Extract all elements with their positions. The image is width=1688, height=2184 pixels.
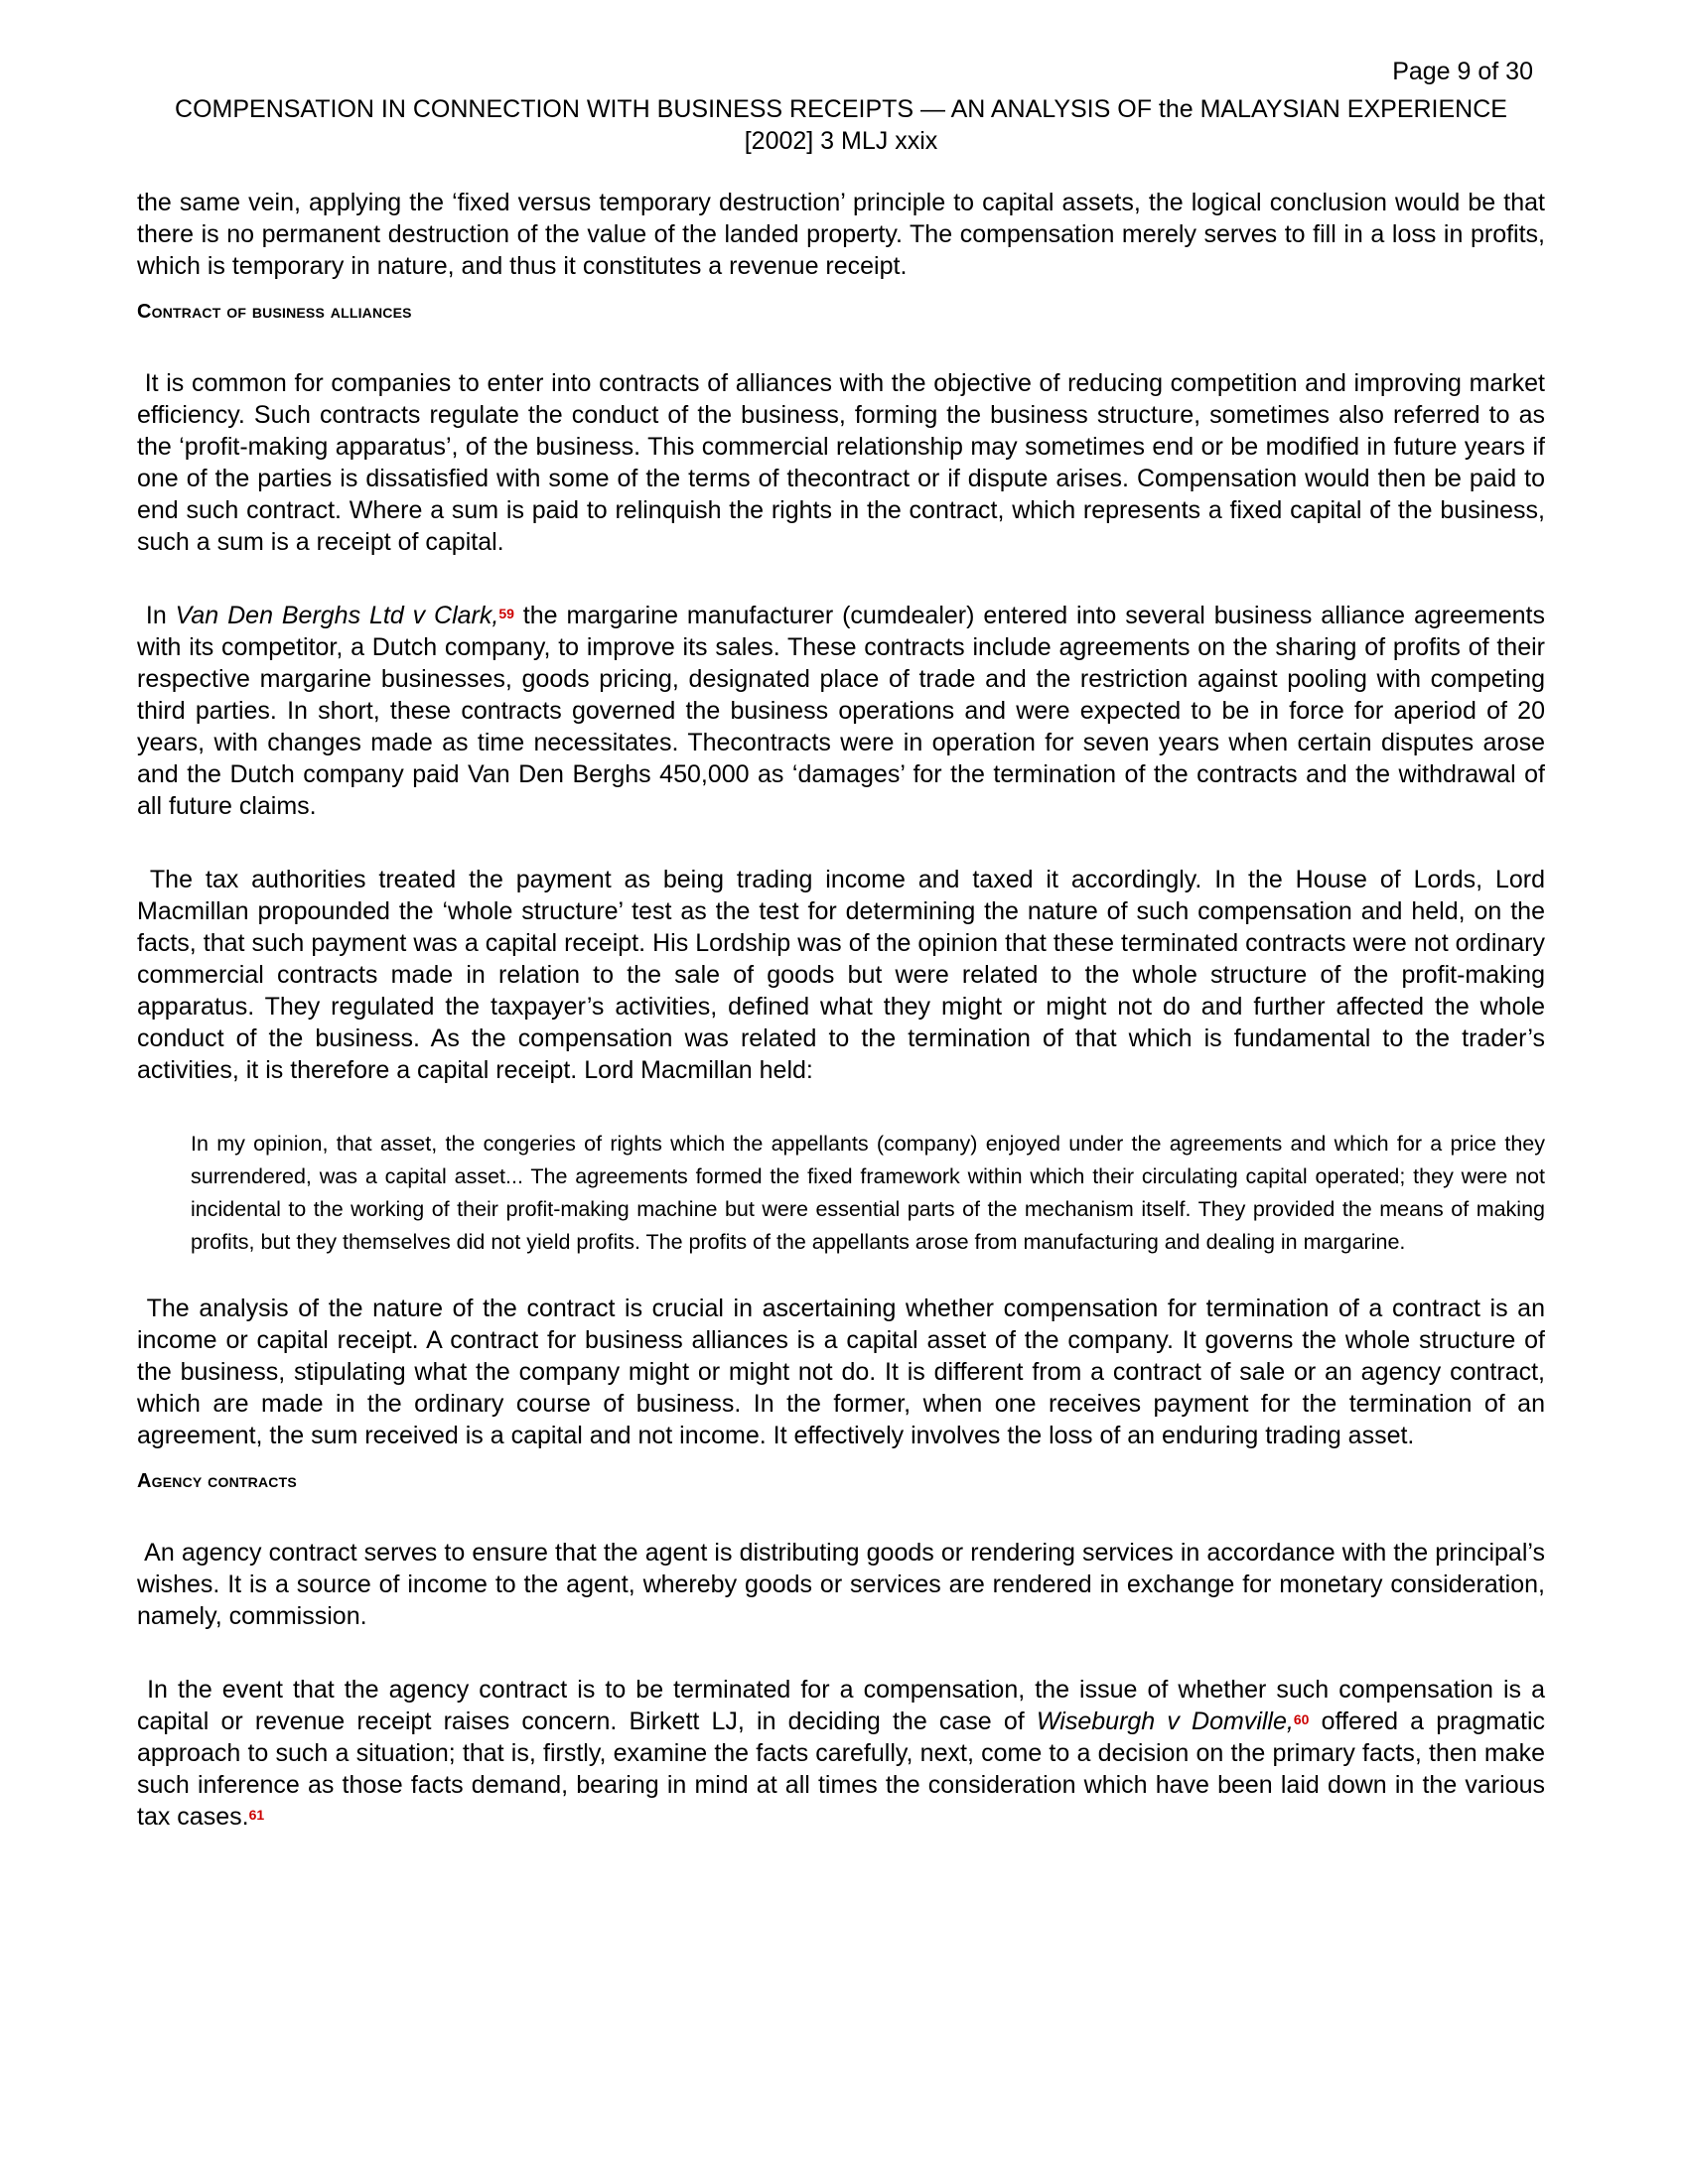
paragraph-van-den-berghs bbox=[137, 600, 1545, 822]
document-body bbox=[137, 187, 1545, 1833]
paragraph-tax-authorities bbox=[137, 864, 1545, 1086]
case-name-wiseburgh: Wiseburgh v Domville, bbox=[1036, 1707, 1294, 1735]
paragraph-text: An agency contract serves to ensure that the agent is distributing goods or rendering services in accordance with the principal’s wishes. It is a source of income to the agent, whereby goods or services are rendered in exchange for monetary consideration, namely, commission. bbox=[137, 1539, 1545, 1630]
paragraph-text: It is common for companies to enter into contracts of alliances with the objective of reducing competition and improving market efficiency. Such contracts regulate the conduct of the business, forming the business structure, sometimes also referred to as the ‘profit-making apparatus’, of the business. This commercial relationship may sometimes end or be modified in future years if one of the parties is dissatisfied with some of the terms of thecontract or if dispute arises. Compensation would then be paid to end such contract. Where a sum is paid to relinquish the rights in the contract, which represents a fixed capital of the business, such a sum is a receipt of capital. bbox=[137, 369, 1546, 556]
paragraph-text: In the event that the agency contract is to be terminated for a compensation, the issue of whether such compensation is a capital or revenue receipt raises concern. Birkett LJ, in deciding the case of bbox=[137, 1676, 1545, 1735]
paragraph-text: The analysis of the nature of the contract is crucial in ascertaining whether compensation for termination of a contract is an income or capital receipt. A contract for business alliances is a capital asset of the company. It governs the whole structure of the business, stipulating what the company might or might not do. It is different from a contract of sale or an agency contract, which are made in the ordinary course of business. In the former, when one receives payment for the termination of an agreement, the sum received is a capital and not income. It effectively involves the loss of an enduring trading asset. bbox=[137, 1295, 1545, 1449]
paragraph-analysis bbox=[137, 1293, 1545, 1451]
block-quote-lord-macmillan: In my opinion, that asset, the congeries of rights which the appellants (company) enjoyed under the agreements and which for a price they surrendered, was a capital asset... The agreements formed the fixed framework within which their circulating capital operated; they were not incidental to the working of their profit-making machine but were essential parts of the mechanism itself. They provided the means of making profits, but they themselves did not yield profits. The profits of the appellants arose from manufacturing and dealing in margarine. bbox=[191, 1132, 1545, 1254]
paragraph-text: the margarine manufacturer (cumdealer) entered into several business alliance agreements with its competitor, a Dutch company, to improve its sales. These contracts include agreements on the sharing of profits of their respective margarine businesses, goods pricing, designated place of trade and the restriction against pooling with competing third parties. In short, these contracts governed the business operations and were expected to be in force for aperiod of 20 years, with changes made as time necessitates. Thecontracts were in operation for seven years when certain disputes arose and the Dutch company paid Van Den Berghs 450,000 as ‘damages’ for the termination of the contracts and the withdrawal of all future claims. bbox=[137, 602, 1545, 820]
paragraph-text: In bbox=[145, 602, 176, 629]
paragraph-continuation: the same vein, applying the ‘fixed versus temporary destruction’ principle to capital assets, the logical conclusion would be that there is no permanent destruction of the value of the landed property. The compensation merely serves to fill in a loss in profits, which is temporary in nature, and thus it constitutes a revenue receipt. bbox=[137, 189, 1545, 280]
paragraph-alliances-intro bbox=[137, 367, 1545, 558]
footnote-ref-61[interactable]: 61 bbox=[248, 1807, 265, 1823]
footnote-ref-60[interactable]: 60 bbox=[1293, 1711, 1310, 1727]
paragraph-agency-intro bbox=[137, 1537, 1545, 1632]
case-name-van-den-berghs: Van Den Berghs Ltd v Clark, bbox=[175, 602, 499, 629]
page-number: Page 9 of 30 bbox=[1392, 58, 1533, 85]
paragraph-agency-termination bbox=[137, 1674, 1545, 1833]
paragraph-text: offered a pragmatic approach to such a situation; that is, firstly, examine the facts carefully, next, come to a decision on the primary facts, then make such inference as those facts demand, bearing in mind at all times the consideration which have been laid down in the various tax cases. bbox=[137, 1707, 1545, 1831]
section-heading-business-alliances: Contract of business alliances bbox=[137, 301, 412, 323]
paragraph-text: The tax authorities treated the payment as being trading income and taxed it accordingly. In the House of Lords, Lord Macmillan propounded the ‘whole structure’ test as the test for determining the nature of such compensation and held, on the facts, that such payment was a capital receipt. His Lordship was of the opinion that these terminated contracts were not ordinary commercial contracts made in relation to the sale of goods but were related to the whole structure of the profit-making apparatus. They regulated the taxpayer’s activities, defined what they might or might not do and further affected the whole conduct of the business. As the compensation was related to the termination of that which is fundamental to the trader’s activities, it is therefore a capital receipt. Lord Macmillan held: bbox=[137, 866, 1545, 1084]
running-title: COMPENSATION IN CONNECTION WITH BUSINESS RECEIPTS — AN ANALYSIS OF the MALAYSIAN EXPERIENCE [2002] 3 MLJ xxix bbox=[175, 95, 1507, 155]
footnote-ref-59[interactable]: 59 bbox=[498, 606, 514, 621]
section-heading-agency-contracts: Agency contracts bbox=[137, 1470, 297, 1492]
